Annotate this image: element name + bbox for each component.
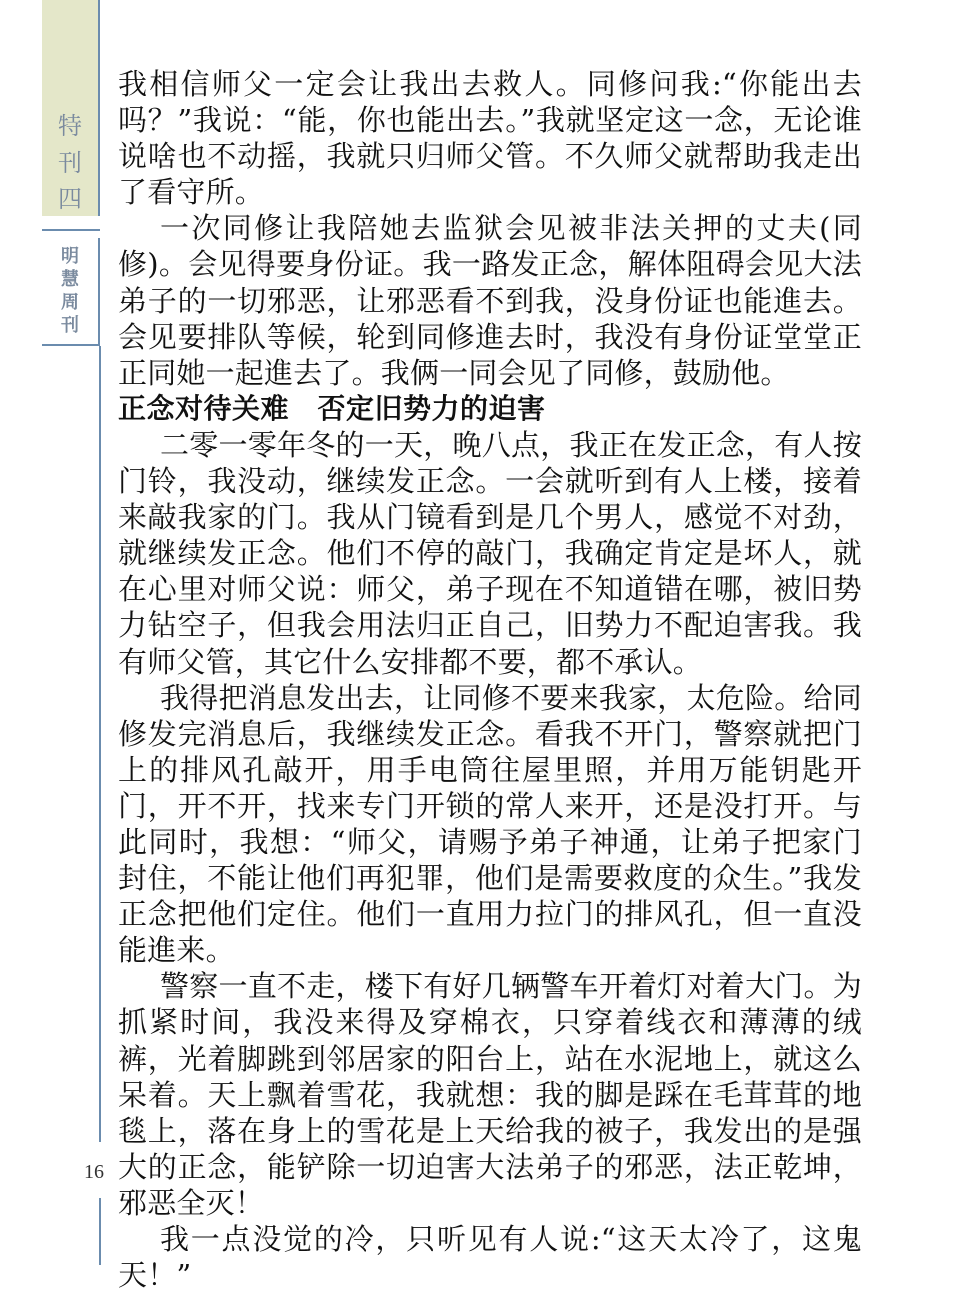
paragraph: 警察一直不走，楼下有好几辆警车开着灯对着大门。为抓紧时间，我没来得及穿棉衣，只穿着线衣和薄薄的绒裤，光着脚跳到邻居家的阳台上，站在水泥地上，就这么呆着。天上飘着雪花，我就想：我的脚是踩在毛茸茸的地毯上，落在身上的雪花是上天给我的被子，我发出的是强大的正念，能铲除一切迫害大法弟子的邪恶，法正乾坤，邪恶全灭！ xyxy=(118,969,862,1220)
paragraph: 我一点没觉的冷，只听见有人说:“这天太冷了，这鬼天！” xyxy=(118,1222,862,1293)
article-body xyxy=(118,66,862,1293)
paragraph: 二零一零年冬的一天，晚八点，我正在发正念，有人按门铃，我没动，继续发正念。一会就听到有人上楼，接着来敲我家的门。我从门镜看到是几个男人，感觉不对劲，就继续发正念。他们不停的敲门，我确定肯定是坏人，就在心里对师父说：师父，弟子现在不知道错在哪，被旧势力钻空子，但我会用法归正自己，旧势力不配迫害我。我有师父管，其它什么安排都不要，都不承认。 xyxy=(118,427,862,679)
page-number: 16 xyxy=(84,1161,104,1183)
publication-char: 周 xyxy=(61,292,79,313)
publication-char: 刊 xyxy=(61,315,79,336)
section-char: 特 xyxy=(58,112,82,140)
tab-divider-top xyxy=(42,229,100,231)
paragraph: 我相信师父一定会让我出去救人。同修问我:“你能出去吗？”我说：“能，你也能出去。”我就坚定这一念，无论谁说啥也不动摇，我就只归师父管。不久师父就帮助我走出了看守所。 xyxy=(118,67,862,210)
paragraph: 一次同修让我陪她去监狱会见被非法关押的丈夫(同修)。会见得要身份证。我一路发正念，解体阻碍会见大法弟子的一切邪恶，让邪恶看不到我，没身份证也能進去。会见要排队等候，轮到同修進去时，我没有身份证堂堂正正同她一起進去了。我俩一同会见了同修，鼓励他。 xyxy=(118,211,862,390)
tab-divider-bottom xyxy=(42,344,100,346)
publication-char: 明 xyxy=(61,246,79,267)
section-heading: 正念对待关难 否定旧势力的迫害 xyxy=(118,391,546,425)
margin-rule-lower xyxy=(99,1198,101,1265)
section-tab xyxy=(42,0,100,216)
publication-label xyxy=(42,238,100,344)
section-char: 四 xyxy=(58,185,82,213)
paragraph: 我得把消息发出去，让同修不要来我家，太危险。给同修发完消息后，我继续发正念。看我不开门，警察就把门上的排风孔敲开，用手电筒往屋里照，并用万能钥匙开门，开不开，找来专门开锁的常人来开，还是没打开。与此同时，我想：“师父，请赐予弟子神通，让弟子把家门封住，不能让他们再犯罪，他们是需要救度的众生。”我发正念把他们定住。他们一直用力拉门的排风孔，但一直没能進来。 xyxy=(118,680,862,968)
publication-char: 慧 xyxy=(61,269,79,290)
margin-rule xyxy=(99,346,101,1142)
section-char: 刊 xyxy=(58,149,82,177)
